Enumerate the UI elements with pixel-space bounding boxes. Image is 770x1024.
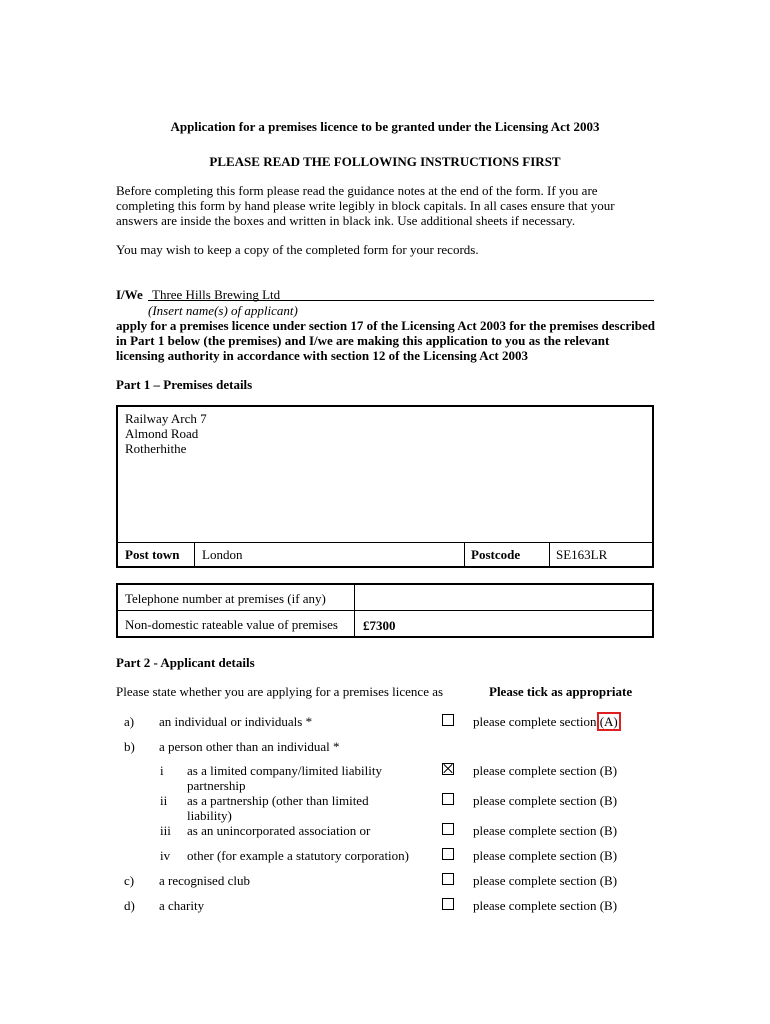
part1-heading: Part 1 – Premises details [116,377,253,392]
checkbox-unincorporated-association[interactable] [442,823,454,835]
part2-heading: Part 2 - Applicant details [116,655,255,670]
option-numeral: i [160,763,164,778]
rateable-value-field[interactable]: £7300 [363,618,396,633]
address-line: Railway Arch 7 [125,411,207,426]
option-action: please complete section (B) [473,763,618,778]
applicant-name-field[interactable]: Three Hills Brewing Ltd [152,287,281,302]
option-numeral: ii [160,793,168,808]
post-town-field[interactable]: London [202,547,243,562]
postcode-label: Postcode [471,547,521,562]
option-text: a person other than an individual * [159,739,340,754]
applicant-statement: apply for a premises licence under section 17 of the Licensing Act 2003 for the premises described in Part 1 below (the premises) and I/we are making this application to you as the relevant licensing authority in accordance with section 12 of the Licensing Act 2003 [116,318,655,363]
option-action: please complete section (B) [473,873,618,888]
option-action: please complete section (B) [473,793,618,808]
premises-address-lines [125,411,207,456]
checkbox-recognised-club[interactable] [442,873,454,885]
option-action: please complete section (B) [473,823,618,838]
option-letter: a) [124,714,135,729]
option-text-line: as a partnership (other than limited [187,793,369,808]
option-action: please complete section (B) [473,848,618,863]
premises-details-table [116,583,654,638]
instructions-heading: PLEASE READ THE FOLLOWING INSTRUCTIONS FIRST [209,154,561,169]
option-text: other (for example a statutory corporation) [187,848,409,863]
option-text-line: liability) [187,808,232,823]
address-line: Almond Road [125,426,199,441]
instructions-text: Before completing this form please read the guidance notes at the end of the form. If you are completing this form by hand please write legibly in block capitals. In all cases ensure that your answers are inside the boxes and written in black ink. Use additional sheets if necessary. [116,183,615,228]
section-a-link[interactable]: (A) [597,712,621,731]
checkbox-partnership[interactable] [442,793,454,805]
option-text: a recognised club [159,873,250,888]
checkbox-other[interactable] [442,848,454,860]
part2-prompt: Please state whether you are applying for a premises licence as [116,684,444,699]
copy-note: You may wish to keep a copy of the completed form for your records. [116,242,479,257]
telephone-label: Telephone number at premises (if any) [125,591,326,606]
form-title: Application for a premises licence to be granted under the Licensing Act 2003 [170,119,600,134]
option-numeral: iv [160,848,171,863]
premises-address-box[interactable] [116,405,654,568]
option-text [187,793,369,823]
checkbox-charity[interactable] [442,898,454,910]
checkbox-individual[interactable] [442,714,454,726]
option-letter: b) [124,739,135,754]
option-text-line: partnership [187,778,246,793]
option-letter: c) [124,873,135,888]
address-line: Rotherhithe [125,441,187,456]
option-text-line: as a limited company/limited liability [187,763,382,778]
option-action: please complete section (B) [473,898,618,913]
postcode-field[interactable]: SE163LR [556,547,608,562]
option-text: an individual or individuals * [159,714,313,729]
checkbox-limited-company[interactable] [442,763,454,775]
applicant-label: I/We [116,287,143,302]
option-action [473,714,621,730]
option-numeral: iii [160,823,171,838]
option-text: a charity [159,898,205,913]
option-text [187,763,382,793]
option-letter: d) [124,898,135,913]
post-town-label: Post town [125,547,180,562]
action-text: please complete section [473,714,597,729]
applicant-hint: (Insert name(s) of applicant) [148,303,298,318]
tick-heading: Please tick as appropriate [489,684,633,699]
rateable-value-label: Non-domestic rateable value of premises [125,617,338,632]
option-text: as an unincorporated association or [187,823,371,838]
